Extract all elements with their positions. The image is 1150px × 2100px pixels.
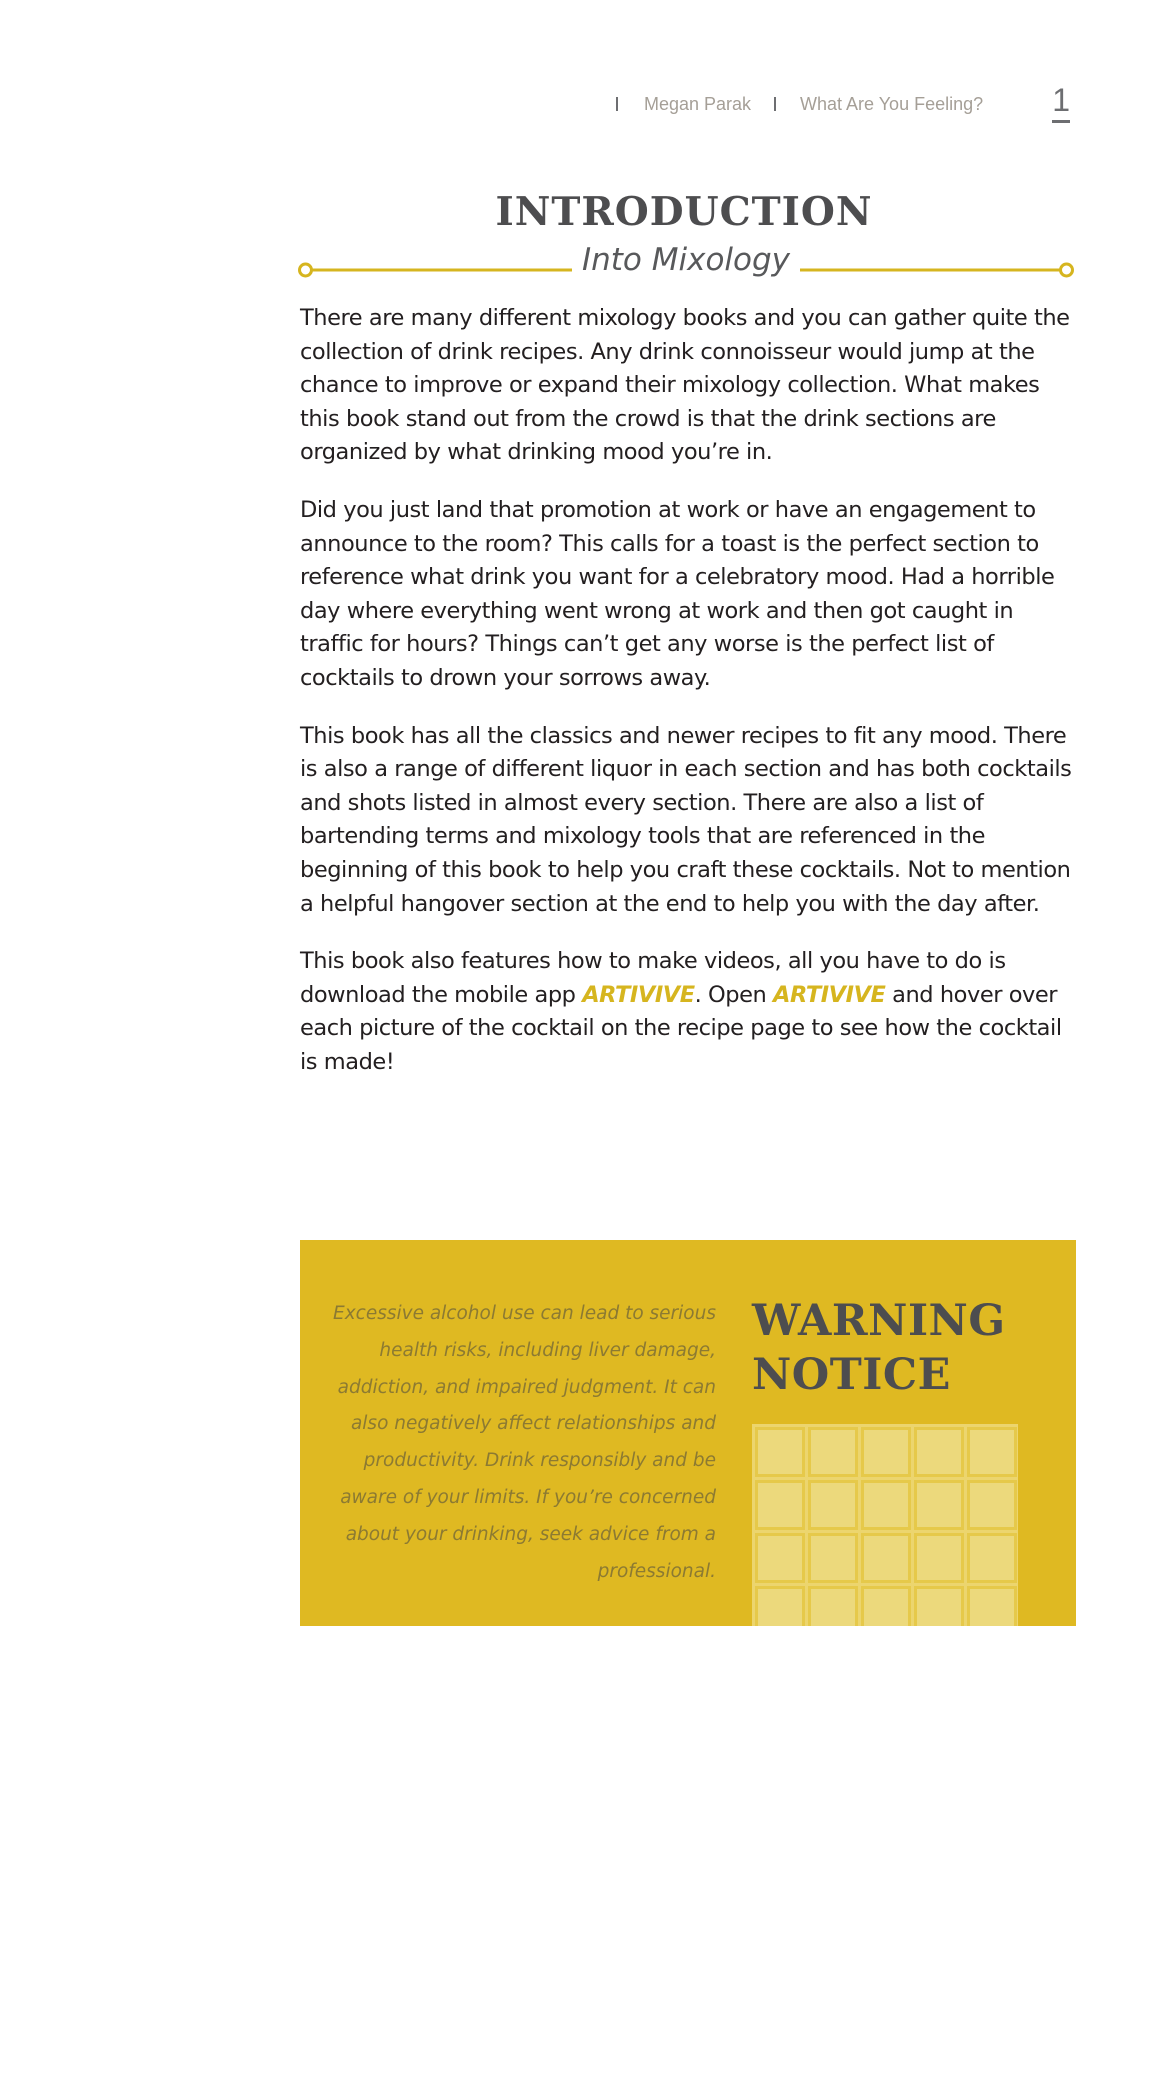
grid-cell (755, 1586, 805, 1626)
grid-cell (967, 1427, 1017, 1477)
grid-cell (914, 1480, 964, 1530)
grid-cell (755, 1533, 805, 1583)
warning-box (300, 1240, 1076, 1626)
warning-heading-line: WARNING (752, 1296, 1006, 1346)
grid-cell (967, 1586, 1017, 1626)
grid-cell (755, 1480, 805, 1530)
paragraph (300, 945, 1080, 1079)
page-subtitle: Into Mixology (581, 242, 791, 278)
paragraph: This book has all the classics and newer recipes to fit any mood. There is also a range of different liquor in each section and has both cocktails and shots listed in almost every section. There are also a list of bartending terms and mixology tools that are referenced in the beginning of this book to help you craft these cocktails. Not to mention a helpful hangover section at the end to help you with the day after. (300, 722, 1072, 917)
decorative-rule (800, 268, 1062, 271)
grid-cell (808, 1586, 858, 1626)
app-name: ARTIVIVE (773, 981, 886, 1008)
subtitle-row (300, 240, 1072, 280)
header-book-title: What Are You Feeling? (800, 94, 984, 114)
paragraph: There are many different mixology books and you can gather quite the collection of drink recipes. Any drink connoisseur would jump at the chance to improve or expand their mixology collection. What makes this book stand out from the crowd is that the drink sections are organized by what drinking mood you’re in. (300, 305, 1070, 466)
paragraph-text: This book also features how to make videos, all you have to do is download the mobile app (300, 948, 1006, 1008)
paragraph-text: . Open (694, 981, 774, 1008)
grid-cell (755, 1427, 805, 1477)
grid-cell (967, 1533, 1017, 1583)
header-separator (774, 97, 776, 111)
body-text (300, 302, 1080, 1103)
page-title: INTRODUCTION (495, 189, 873, 235)
header-author: Megan Parak (644, 94, 752, 114)
warning-heading (752, 1294, 1062, 1402)
page-number: 1 (1052, 84, 1070, 123)
grid-cell (808, 1427, 858, 1477)
grid-cell (808, 1533, 858, 1583)
paragraph: Did you just land that promotion at work or have an engagement to announce to the room? This calls for a toast is the perfect section to reference what drink you want for a celebratory mood. Had a horrible day where everything went wrong at work and then got caught in traffic for hours? Things can’t get any worse is the perfect list of cocktails to drown your sorrows away. (300, 496, 1055, 691)
rule-end-dot (1059, 262, 1074, 277)
paragraph-text: and hover over each picture of the cocktail on the recipe page to see how the cocktail is made! (300, 981, 1062, 1075)
grid-pattern-icon (752, 1424, 1018, 1626)
grid-cell (967, 1480, 1017, 1530)
grid-cell (808, 1480, 858, 1530)
grid-cell (861, 1427, 911, 1477)
grid-cell (861, 1480, 911, 1530)
grid-cell (914, 1427, 964, 1477)
title-block (300, 184, 1072, 280)
grid-cell (861, 1586, 911, 1626)
grid-cell (914, 1586, 964, 1626)
app-name: ARTIVIVE (582, 981, 695, 1008)
warning-text: Excessive alcohol use can lead to serious health risks, including liver damage, addiction, and impaired judgment. It can also negatively affect relationships and productivity. Drink responsibly and be aware of your limits. If you’re concerned about your drinking, seek advice from a professional. (333, 1303, 716, 1582)
header-separator (616, 97, 618, 111)
warning-heading-line: NOTICE (752, 1350, 951, 1400)
grid-cell (861, 1533, 911, 1583)
grid-cell (914, 1533, 964, 1583)
running-header (600, 82, 1070, 128)
